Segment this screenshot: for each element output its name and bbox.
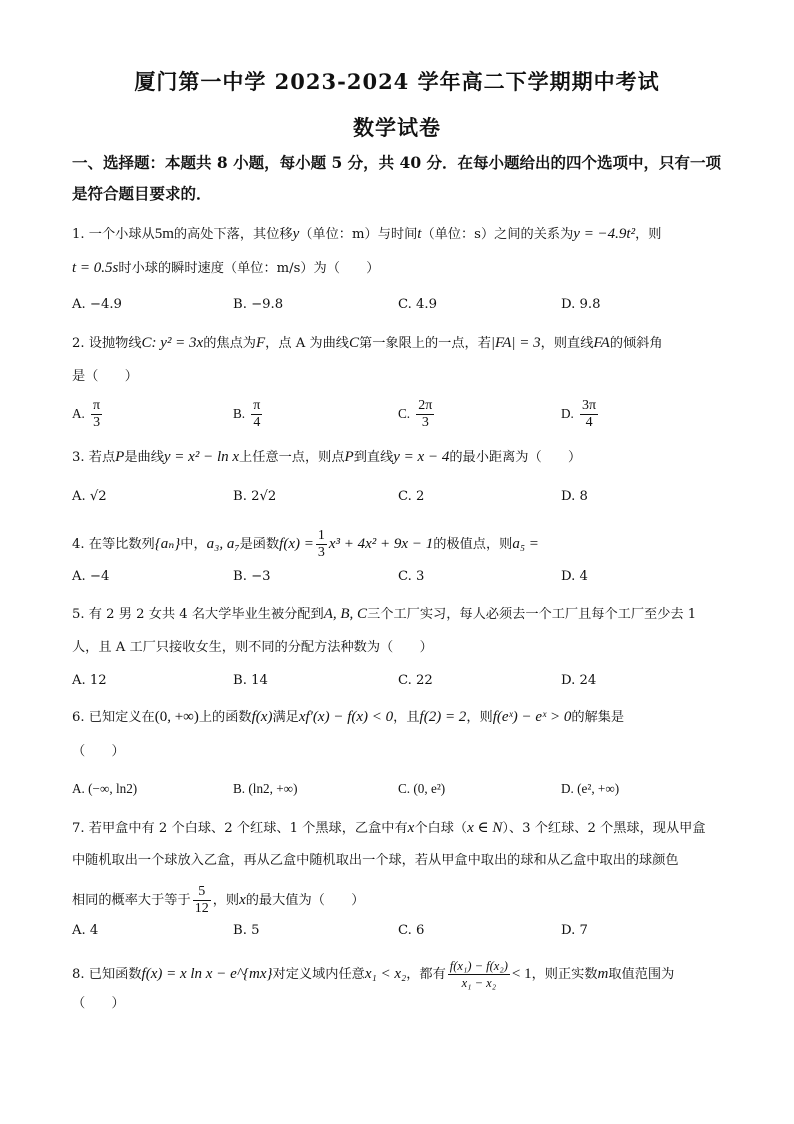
frac-den: 12 <box>194 901 209 916</box>
q8-var-m: m <box>597 966 609 982</box>
q2-text: 的焦点为 <box>203 336 256 351</box>
q1-text: 的高处下落，其位移 <box>173 227 293 242</box>
question-8-line-1 <box>72 958 732 991</box>
question-5-options <box>72 670 732 694</box>
question-1-line-2 <box>72 258 732 279</box>
q4-function: f(x) = <box>279 536 314 552</box>
q1-height: 5m <box>154 226 174 242</box>
q6-text: ，且 <box>393 710 420 725</box>
q6-text: ，则 <box>466 710 493 725</box>
question-6-options <box>72 778 732 802</box>
q5-factories: A, B, C <box>323 606 368 622</box>
q7-option-a[interactable]: A. 4 <box>72 923 99 938</box>
question-7-line-2: 中随机取出一个球放入乙盒，再从乙盒中随机取出一个球，若从甲盒中取出的球和从乙盒中取出的球颜色 <box>72 853 679 868</box>
q2-option-b[interactable] <box>233 398 264 431</box>
q1-formula: y = −4.9t² <box>573 226 636 242</box>
q3-line: y = x − 4 <box>393 449 450 465</box>
q5-text: 三个工厂实习，每人必须去一个工厂且每个工厂至少去 1 <box>367 607 697 622</box>
q7-text: 7. 若甲盒中有 2 个白球、2 个红球、1 个黑球，乙盒中有 <box>72 821 408 836</box>
frac-num: 2π <box>418 398 433 413</box>
frac-den: 3 <box>317 545 325 560</box>
q2-option-b-frac <box>251 398 262 431</box>
q3-point: P <box>344 449 354 465</box>
q3-option-c[interactable]: C. 2 <box>398 489 425 504</box>
frac-den: 3 <box>421 415 429 430</box>
frac-den: 4 <box>253 415 261 430</box>
q4-text: 中， <box>180 537 207 552</box>
q6-option-b[interactable]: B. (ln2, +∞) <box>233 781 298 796</box>
q2-text: 第一象限上的一点，若 <box>359 336 491 351</box>
frac-num: π <box>93 398 101 413</box>
frac-den: 4 <box>585 415 593 430</box>
q2-distance: |FA| = 3 <box>490 335 541 351</box>
q1-text: 1. 一个小球从 <box>72 227 155 242</box>
question-4-options <box>72 566 732 590</box>
question-7-line-3 <box>72 884 732 917</box>
q3-option-d[interactable]: D. 8 <box>561 489 588 504</box>
q6-text: 的解集是 <box>571 710 625 725</box>
q6-text: 满足 <box>272 710 299 725</box>
q6-text: 上的函数 <box>198 710 252 725</box>
question-6-line-2: （ ） <box>72 744 125 759</box>
frac-num: f(x₁) − f(x₂) <box>449 959 508 973</box>
question-6-line-1 <box>72 707 732 728</box>
q4-option-a[interactable]: A. −4 <box>72 569 110 584</box>
q1-text: 时小球的瞬时速度（单位：m/s）为（ ） <box>118 261 380 276</box>
q2-curve: C <box>349 335 360 351</box>
q2-text: 2. 设抛物线 <box>72 336 142 351</box>
section-heading-line-1: 一、选择题：本题共 8 小题，每小题 5 分，共 40 分．在每小题给出的四个选项中，只有一项 <box>72 153 722 172</box>
q2-option-a-frac <box>91 398 102 431</box>
q3-text: 的最小距离为（ ） <box>449 450 582 465</box>
q3-option-b[interactable]: B. 2√2 <box>233 489 277 504</box>
q6-interval: (0, +∞) <box>154 709 199 725</box>
q3-option-a[interactable]: A. √2 <box>72 489 107 504</box>
q2-option-c[interactable] <box>398 398 436 431</box>
q6-option-d[interactable]: D. (e², +∞) <box>561 781 620 796</box>
q6-option-a[interactable]: A. (−∞, ln2) <box>72 781 138 796</box>
exam-subtitle: 数学试卷 <box>353 115 441 140</box>
q3-curve: y = x² − ln x <box>163 449 240 465</box>
q2-parabola: C: y² = 3x <box>141 335 204 351</box>
q7-text: 相同的概率大于等于 <box>72 893 191 908</box>
q7-var-x: x <box>407 820 415 836</box>
section-heading-line-2: 是符合题目要求的． <box>72 184 212 203</box>
q5-option-b[interactable]: B. 14 <box>233 673 268 688</box>
frac-den: 3 <box>93 415 101 430</box>
section-heading <box>72 147 732 209</box>
q3-text: 上任意一点，则点 <box>239 450 345 465</box>
q8-text: ，则正实数 <box>531 967 598 982</box>
q8-inequality: < 1 <box>511 966 532 982</box>
q3-text: 到直线 <box>353 450 394 465</box>
q3-text: 3. 若点 <box>72 450 116 465</box>
question-3-options <box>72 486 732 510</box>
q5-option-a[interactable]: A. 12 <box>72 673 107 688</box>
q2-option-d-label: D. <box>561 406 574 421</box>
q1-text: ，则 <box>635 227 662 242</box>
q1-option-b[interactable]: B. −9.8 <box>233 297 284 312</box>
q4-option-b[interactable]: B. −3 <box>233 569 271 584</box>
q7-option-c[interactable]: C. 6 <box>398 923 425 938</box>
question-1-options <box>72 294 732 318</box>
question-5-line-1 <box>72 604 732 625</box>
q7-var-x: x <box>239 892 246 908</box>
frac-den: x₁ − x₂ <box>461 976 497 990</box>
q6-option-c[interactable]: C. (0, e²) <box>398 781 446 796</box>
q4-sequence: {aₙ} <box>154 536 181 552</box>
q7-text: ，则 <box>212 893 240 908</box>
question-2-options <box>72 398 732 438</box>
q6-function: f(x) <box>251 709 273 725</box>
question-1-line-1 <box>72 224 732 245</box>
q2-line: FA <box>593 335 610 351</box>
q4-text: 4. 在等比数列 <box>72 537 155 552</box>
q8-condition: x₁ < x₂ <box>364 966 407 982</box>
question-7-line-1 <box>72 818 732 839</box>
question-8-line-2: （ ） <box>72 996 125 1011</box>
q8-text: ，都有 <box>406 967 446 982</box>
q2-text: ，则直线 <box>540 336 594 351</box>
question-3-line-1 <box>72 447 732 468</box>
q8-text: 对定义域内任意 <box>272 967 365 982</box>
q7-text: 的最大值为（ ） <box>245 893 365 908</box>
q2-option-b-label: B. <box>233 406 246 421</box>
q2-option-c-label: C. <box>398 406 411 421</box>
frac-num: 3π <box>582 398 597 413</box>
frac-num: 1 <box>317 528 325 543</box>
q5-text: 5. 有 2 男 2 女共 4 名大学毕业生被分配到 <box>72 607 324 622</box>
q7-text: 个白球（ <box>414 821 468 836</box>
q1-time: t = 0.5s <box>72 260 119 276</box>
q4-fraction <box>316 528 327 561</box>
q5-option-d[interactable]: D. 24 <box>561 673 597 688</box>
q8-fraction <box>448 958 510 991</box>
q8-function: f(x) = x ln x − e^{mx} <box>141 966 273 982</box>
q4-text: 的极值点，则 <box>433 537 513 552</box>
q2-option-d[interactable] <box>561 398 600 431</box>
q3-text: 是曲线 <box>124 450 164 465</box>
q7-option-d[interactable]: D. 7 <box>561 923 588 938</box>
frac-num: 5 <box>193 884 211 901</box>
q1-text: （单位：m）与时间 <box>299 227 418 242</box>
q2-option-a-label: A. <box>72 406 85 421</box>
q6-target: f(eˣ) − eˣ > 0 <box>492 709 572 725</box>
q1-var-t: t <box>417 226 422 242</box>
q8-text: 取值范围为 <box>608 967 675 982</box>
q4-text: 是函数 <box>239 537 280 552</box>
q6-inequality: xf′(x) − f(x) < 0 <box>298 709 394 725</box>
q2-text: 的倾斜角 <box>609 336 663 351</box>
q2-option-d-frac <box>580 398 598 431</box>
q2-focus: F <box>255 335 266 351</box>
q7-text: ）、3 个红球、2 个黑球，现从甲盒 <box>502 821 706 836</box>
q4-terms: a₃, a₇ <box>206 536 240 552</box>
question-2-line-2: 是（ ） <box>72 369 138 384</box>
q2-text: ，点 A 为曲线 <box>265 336 349 351</box>
q5-option-c[interactable]: C. 22 <box>398 673 433 688</box>
question-5-line-2: 人，且 A 工厂只接收女生，则不同的分配方法种数为（ ） <box>72 640 433 655</box>
q1-option-d[interactable]: D. 9.8 <box>561 297 601 312</box>
q1-var-y: y <box>292 226 300 242</box>
q4-polynomial: x³ + 4x² + 9x − 1 <box>328 536 434 552</box>
q1-option-c[interactable]: C. 4.9 <box>398 297 437 312</box>
q6-value: f(2) = 2 <box>419 709 467 725</box>
q1-option-a[interactable]: A. −4.9 <box>72 297 122 312</box>
question-4-line-1 <box>72 528 732 561</box>
exam-title: 厦门第一中学 2023-2024 学年高二下学期期中考试 <box>134 69 660 94</box>
frac-num: π <box>253 398 261 413</box>
q2-option-a[interactable] <box>72 398 104 431</box>
q7-option-b[interactable]: B. 5 <box>233 923 260 938</box>
q4-target: a₅ = <box>512 536 539 552</box>
q3-point: P <box>115 449 125 465</box>
q6-text: 6. 已知定义在 <box>72 710 155 725</box>
question-7-options <box>72 920 732 944</box>
q7-fraction <box>193 884 211 917</box>
q1-text: （单位：s）之间的关系为 <box>421 227 574 242</box>
q8-text: 8. 已知函数 <box>72 967 142 982</box>
q7-domain: x ∈ N <box>467 820 503 836</box>
q2-option-c-frac <box>416 398 434 431</box>
q4-option-c[interactable]: C. 3 <box>398 569 425 584</box>
question-2-line-1 <box>72 333 732 354</box>
q4-option-d[interactable]: D. 4 <box>561 569 588 584</box>
